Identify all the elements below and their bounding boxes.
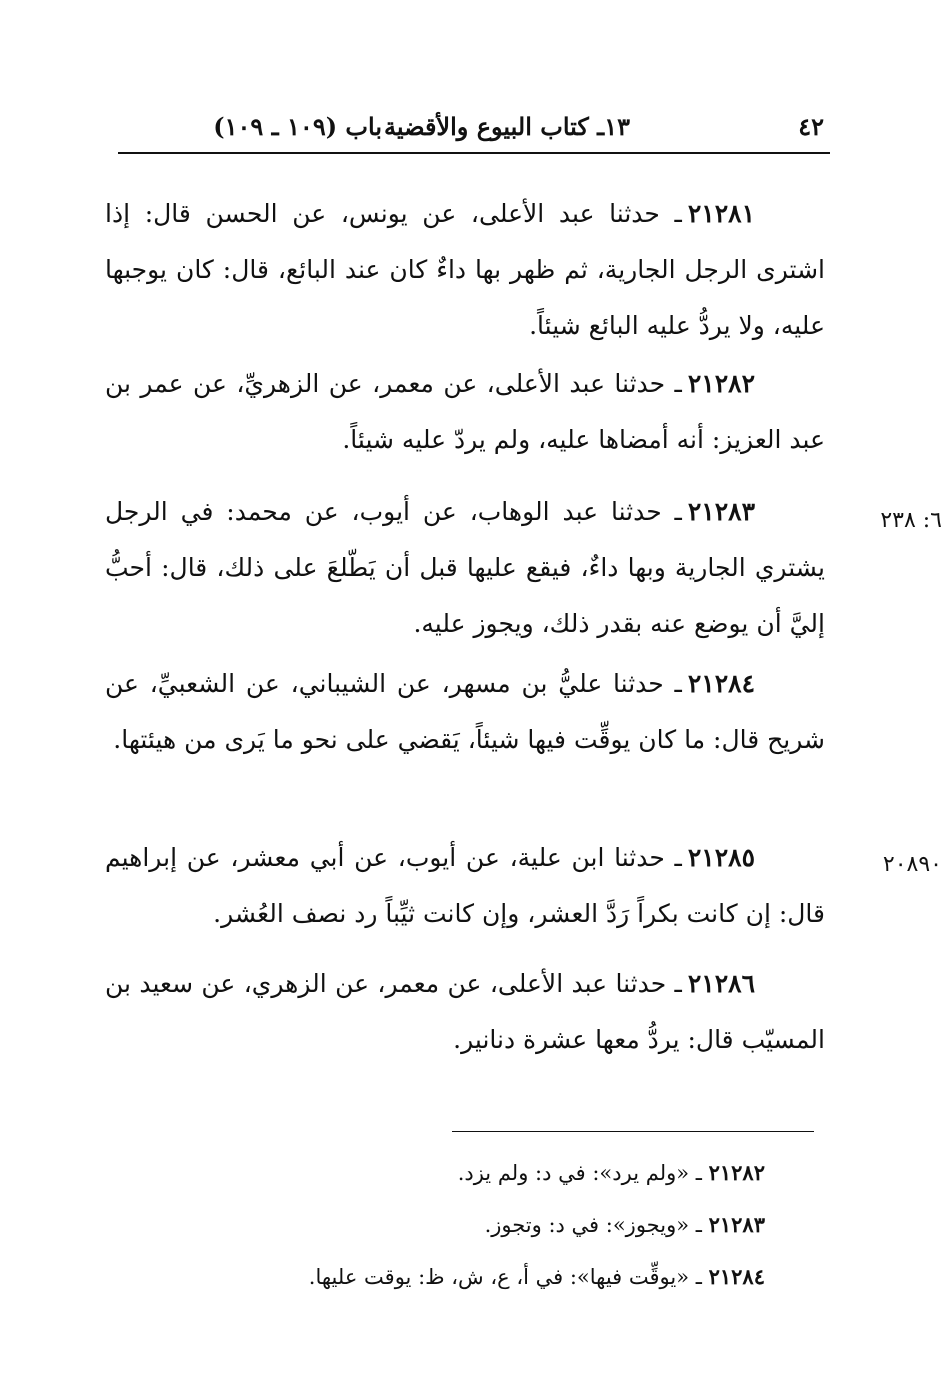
hadith-text: ـ حدثنا عبد الأعلى، عن معمر، عن الزهري، عن سعيد بن المسيّب قال: يردُّ معها عشرة دنانير. xyxy=(105,969,825,1054)
book-title: ١٣ـ كتاب البيوع والأقضية xyxy=(384,112,630,141)
running-header xyxy=(118,108,830,148)
footnote xyxy=(200,1210,765,1240)
margin-reference: ٢٠٨٩٠ xyxy=(882,852,942,877)
hadith-text: ـ حدثنا ابن علية، عن أيوب، عن أبي معشر، عن إبراهيم قال: إن كانت بكراً رَدَّ العشر، وإن كانت ثيِّباً رد نصف العُشر. xyxy=(105,843,825,928)
page-number: ٤٢ xyxy=(798,112,824,141)
hadith-entry xyxy=(105,484,825,652)
hadith-number: ٢١٢٨٦ xyxy=(687,969,755,998)
header-rule xyxy=(118,152,830,154)
hadith-number: ٢١٢٨٤ xyxy=(687,669,755,698)
hadith-entry xyxy=(105,830,825,942)
hadith-text: ـ حدثنا عليُّ بن مسهر، عن الشيباني، عن الشعبيِّ، عن شريح قال: ما كان يوقِّت فيها شيئاً، يَقضي على نحو ما يَرى من هيئتها. xyxy=(105,669,825,754)
footnote-number: ٢١٢٨٤ xyxy=(708,1264,765,1289)
margin-reference: ٦: ٢٣٨ xyxy=(880,508,942,533)
footnote-text: ـ «ولم يرد»: في د: ولم يزد. xyxy=(457,1161,702,1185)
hadith-number: ٢١٢٨١ xyxy=(687,199,755,228)
footnote-number: ٢١٢٨٣ xyxy=(708,1212,765,1237)
chapter-title: باب (١٠٩ ـ ١٠٩) xyxy=(213,112,382,141)
hadith-text: ـ حدثنا عبد الأعلى، عن معمر، عن الزهريِّ، عن عمر بن عبد العزيز: أنه أمضاها عليه، ولم يردّ عليه شيئاً. xyxy=(105,369,825,454)
footnote-rule xyxy=(452,1131,814,1132)
footnote xyxy=(200,1158,765,1188)
hadith-entry xyxy=(105,956,825,1068)
hadith-entry xyxy=(105,186,825,354)
hadith-entry xyxy=(105,356,825,468)
hadith-entry xyxy=(105,656,825,768)
footnote-number: ٢١٢٨٢ xyxy=(708,1160,765,1185)
hadith-number: ٢١٢٨٢ xyxy=(687,369,755,398)
footnote-text: ـ «ويجوز»: في د: وتجوز. xyxy=(484,1213,702,1237)
hadith-number: ٢١٢٨٣ xyxy=(687,497,755,526)
hadith-number: ٢١٢٨٥ xyxy=(687,843,755,872)
footnote-text: ـ «يوقِّت فيها»: في أ، ع، ش، ظ: يوقت عليها. xyxy=(308,1265,702,1289)
hadith-text: ـ حدثنا عبد الوهاب، عن أيوب، عن محمد: في الرجل يشتري الجارية وبها داءٌ، فيقع عليها قبل أن يَطّلعَ على ذلك، قال: أحبُّ إليَّ أن يوضع عنه بقدر ذلك، ويجوز عليه. xyxy=(105,497,825,638)
footnote xyxy=(200,1262,765,1292)
hadith-text: ـ حدثنا عبد الأعلى، عن يونس، عن الحسن قال: إذا اشترى الرجل الجارية، ثم ظهر بها داءٌ كان عند البائع، قال: كان يوجبها عليه، ولا يردُّ عليه البائع شيئاً. xyxy=(105,199,825,340)
